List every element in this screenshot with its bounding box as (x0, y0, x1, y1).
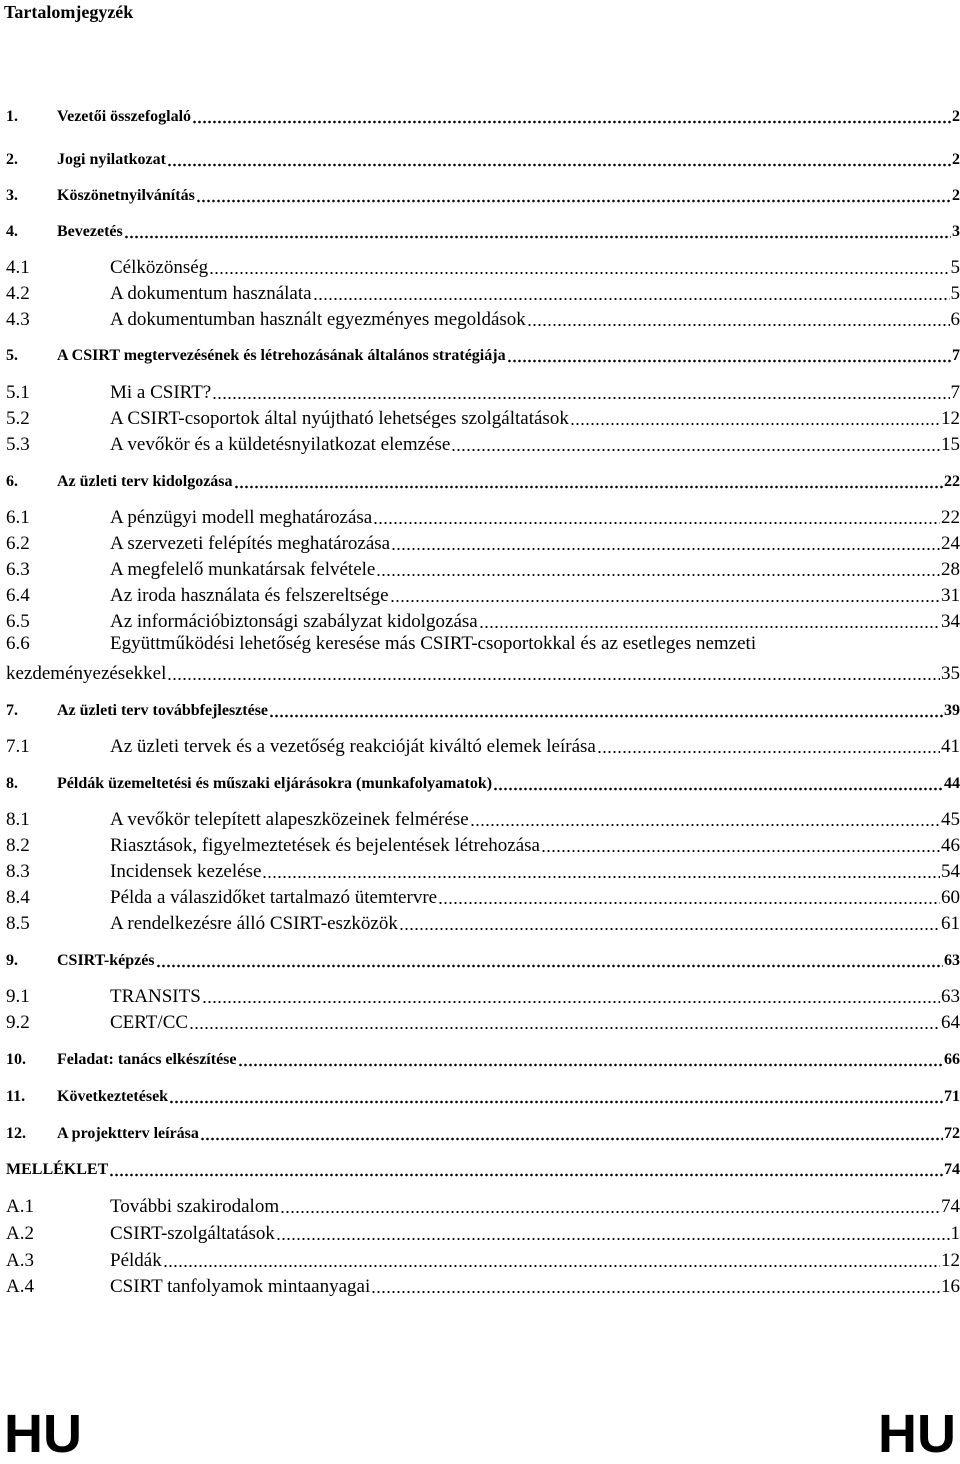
toc-dot-leader (163, 1264, 940, 1268)
toc-dot-leader (209, 271, 949, 275)
toc-entry[interactable] (6, 946, 960, 972)
toc-dot-leader (373, 521, 940, 525)
toc-entry-number: 2. (6, 149, 57, 171)
toc-page-number: 60 (941, 887, 960, 909)
toc-page-number: 7 (951, 382, 960, 404)
toc-entry-number: 3. (6, 185, 57, 207)
toc-entry[interactable] (6, 831, 960, 857)
toc-page-number: 61 (941, 913, 960, 935)
toc-entry-number: 12. (6, 1123, 57, 1145)
toc-entry[interactable] (6, 217, 960, 243)
toc-entry-title: Incidensek kezelése (110, 861, 261, 883)
toc-page-number: 2 (952, 149, 960, 171)
toc-entry-number: 7.1 (6, 736, 110, 758)
toc-entry[interactable] (6, 732, 960, 758)
toc-dot-leader (212, 396, 949, 400)
toc-entry-title: Az üzleti terv kidolgozása (57, 471, 233, 493)
toc-entry-number: 4.2 (6, 283, 110, 305)
toc-entry-title: MELLÉKLET (6, 1159, 108, 1181)
toc-dot-leader (167, 677, 940, 681)
toc-entry-number: 4. (6, 221, 57, 243)
toc-entry-number: 6.3 (6, 559, 110, 581)
toc-entry-title: Vezetői összefoglaló (57, 106, 191, 128)
toc-entry-title: Jogi nyilatkozat (57, 149, 166, 171)
toc-dot-leader (262, 875, 940, 879)
footer-language-left: HU (4, 1404, 82, 1464)
toc-page-number: 63 (944, 950, 960, 972)
toc-entry[interactable] (6, 404, 960, 430)
toc-entry-title: A vevőkör telepített alapeszközeinek felmérése (110, 809, 469, 831)
toc-entry-title: Riasztások, figyelmeztetések és bejelentések létrehozása (110, 835, 540, 857)
toc-dot-leader (200, 1137, 943, 1141)
toc-entry-title: Feladat: tanács elkészítése (57, 1049, 237, 1071)
toc-entry-number: 8.5 (6, 913, 110, 935)
toc-entry-number: 11. (6, 1086, 57, 1108)
toc-page-number: 41 (941, 736, 960, 758)
toc-entry-title: Célközönség (110, 257, 208, 279)
toc-entry-title: A vevőkör és a küldetésnyilatkozat elemzése (110, 434, 450, 456)
toc-dot-leader (280, 1210, 940, 1214)
toc-entry-number: 8.3 (6, 861, 110, 883)
toc-entry-title: A pénzügyi modell meghatározása (110, 507, 372, 529)
toc-entry-number: 5. (6, 345, 57, 367)
toc-entry[interactable] (6, 145, 960, 171)
toc-entry[interactable] (6, 857, 960, 883)
toc-entry-number: A.2 (6, 1223, 110, 1245)
toc-page-number: 2 (952, 106, 960, 128)
toc-entry[interactable] (6, 696, 960, 722)
toc-page-number: 66 (944, 1049, 960, 1071)
toc-entry-number: 6.1 (6, 507, 110, 529)
toc-page-number: 63 (941, 986, 960, 1008)
toc-entry[interactable] (6, 607, 960, 633)
toc-entry[interactable] (6, 503, 960, 529)
toc-entry-number: 10. (6, 1049, 57, 1071)
toc-entry-number: 8.2 (6, 835, 110, 857)
toc-entry-first-line[interactable] (6, 633, 756, 655)
toc-page-number: 22 (944, 471, 960, 493)
toc-entry[interactable] (6, 1219, 960, 1245)
toc-entry-title: Az üzleti terv továbbfejlesztése (57, 700, 268, 722)
toc-dot-leader (376, 573, 940, 577)
toc-entry-title: CSIRT-képzés (57, 950, 155, 972)
toc-page-number: 1 (951, 1223, 960, 1245)
toc-entry-title: kezdeményezésekkel (6, 663, 166, 685)
toc-dot-leader (124, 235, 951, 239)
toc-entry[interactable] (6, 883, 960, 909)
toc-dot-leader (570, 422, 940, 426)
toc-entry-number: 6. (6, 471, 57, 493)
toc-entry-number: 9. (6, 950, 57, 972)
toc-entry[interactable] (6, 1272, 960, 1298)
toc-entry[interactable] (6, 467, 960, 493)
toc-page-number: 28 (941, 559, 960, 581)
toc-dot-leader (156, 964, 943, 968)
page-title: Tartalomjegyzék (4, 2, 133, 23)
toc-entry-title: Példák (110, 1250, 162, 1272)
toc-entry-number: 4.3 (6, 309, 110, 331)
toc-entry-title: Példa a válaszidőket tartalmazó ütemtervre (110, 887, 437, 909)
toc-entry-number: 7. (6, 700, 57, 722)
toc-page-number: 16 (941, 1276, 960, 1298)
toc-dot-leader (391, 547, 940, 551)
toc-entry-title: CSIRT-szolgáltatások (110, 1223, 275, 1245)
toc-entry[interactable] (6, 102, 960, 128)
toc-page-number: 72 (944, 1123, 960, 1145)
toc-entry-number: 1. (6, 106, 57, 128)
toc-entry-title: Az iroda használata és felszereltsége (110, 585, 389, 607)
toc-dot-leader (276, 1237, 950, 1241)
toc-page-number: 71 (944, 1086, 960, 1108)
toc-entry[interactable] (6, 1246, 960, 1272)
toc-page-number: 46 (941, 835, 960, 857)
toc-entry-title: Köszönetnyilvánítás (57, 185, 195, 207)
toc-entry-number: 5.2 (6, 408, 110, 430)
toc-page-number: 44 (944, 773, 960, 795)
toc-page-number: 24 (941, 533, 960, 555)
toc-entry-title: Együttműködési lehetőség keresése más CSIRT-csoportokkal és az esetleges nemzeti (110, 633, 756, 655)
toc-entry-number: 6.4 (6, 585, 110, 607)
toc-page-number: 31 (941, 585, 960, 607)
toc-entry[interactable] (6, 769, 960, 795)
toc-entry[interactable] (6, 279, 960, 305)
toc-page-number: 45 (941, 809, 960, 831)
toc-dot-leader (451, 448, 940, 452)
toc-page-number: 7 (952, 345, 960, 367)
toc-page-number: 74 (941, 1196, 960, 1218)
toc-dot-leader (507, 359, 951, 363)
toc-dot-leader (527, 323, 950, 327)
toc-dot-leader (238, 1063, 943, 1067)
toc-entry-number: 6.5 (6, 611, 110, 633)
toc-dot-leader (169, 1100, 943, 1104)
toc-page-number: 6 (951, 309, 960, 331)
toc-entry-number: 4.1 (6, 257, 110, 279)
toc-dot-leader (189, 1026, 940, 1030)
toc-entry-title: A CSIRT-csoportok által nyújtható lehetséges szolgáltatások (110, 408, 569, 430)
toc-entry-number: 8. (6, 773, 57, 795)
toc-entry[interactable] (6, 659, 960, 685)
toc-entry-title: A dokumentum használata (110, 283, 312, 305)
toc-entry[interactable] (6, 529, 960, 555)
toc-entry[interactable] (6, 909, 960, 935)
toc-entry-title: Következtetések (57, 1086, 168, 1108)
toc-dot-leader (313, 297, 950, 301)
toc-entry[interactable] (6, 253, 960, 279)
toc-dot-leader (202, 1000, 940, 1004)
toc-page-number: 74 (944, 1159, 960, 1181)
toc-entry[interactable] (6, 1008, 960, 1034)
toc-entry-title: A projektterv leírása (57, 1123, 199, 1145)
toc-entry-number: 6.6 (6, 633, 110, 655)
toc-entry[interactable] (6, 181, 960, 207)
toc-entry[interactable] (6, 805, 960, 831)
toc-page-number: 54 (941, 861, 960, 883)
toc-entry-title: TRANSITS (110, 986, 201, 1008)
toc-dot-leader (399, 927, 940, 931)
toc-entry[interactable] (6, 1155, 960, 1181)
toc-entry-number: 6.2 (6, 533, 110, 555)
toc-entry[interactable] (6, 1045, 960, 1071)
toc-entry-title: Az információbiztonsági szabályzat kidolgozása (110, 611, 478, 633)
toc-dot-leader (470, 823, 940, 827)
toc-entry-number: 9.1 (6, 986, 110, 1008)
toc-entry-number: 9.2 (6, 1012, 110, 1034)
toc-page-number: 5 (951, 257, 960, 279)
toc-dot-leader (438, 901, 940, 905)
toc-entry[interactable] (6, 378, 960, 404)
toc-page-number: 3 (952, 221, 960, 243)
toc-page-number: 2 (952, 185, 960, 207)
toc-dot-leader (234, 485, 943, 489)
toc-dot-leader (167, 163, 951, 167)
toc-dot-leader (192, 120, 951, 124)
toc-entry[interactable] (6, 1192, 960, 1218)
toc-page-number: 5 (951, 283, 960, 305)
toc-entry-title: CSIRT tanfolyamok mintaanyagai (110, 1276, 370, 1298)
toc-entry-title: Bevezetés (57, 221, 123, 243)
toc-entry[interactable] (6, 430, 960, 456)
toc-entry-title: További szakirodalom (110, 1196, 279, 1218)
toc-entry-number: 5.1 (6, 382, 110, 404)
toc-page-number: 22 (941, 507, 960, 529)
toc-page-number: 12 (941, 1250, 960, 1272)
toc-entry[interactable] (6, 341, 960, 367)
toc-entry-title: A szervezeti felépítés meghatározása (110, 533, 390, 555)
toc-entry[interactable] (6, 555, 960, 581)
toc-dot-leader (541, 849, 940, 853)
toc-entry[interactable] (6, 305, 960, 331)
toc-entry-number: A.1 (6, 1196, 110, 1218)
toc-entry-title: Az üzleti tervek és a vezetőség reakcióját kiváltó elemek leírása (110, 736, 596, 758)
toc-entry-title: CERT/CC (110, 1012, 188, 1034)
toc-entry-number: A.4 (6, 1276, 110, 1298)
toc-entry[interactable] (6, 1082, 960, 1108)
toc-dot-leader (493, 787, 943, 791)
toc-entry[interactable] (6, 982, 960, 1008)
toc-entry-number: 8.4 (6, 887, 110, 909)
toc-dot-leader (269, 714, 943, 718)
toc-entry-number: 5.3 (6, 434, 110, 456)
toc-page-number: 15 (941, 434, 960, 456)
toc-entry-title: A dokumentumban használt egyezményes megoldások (110, 309, 526, 331)
toc-entry-title: Példák üzemeltetési és műszaki eljárásokra (munkafolyamatok) (57, 773, 492, 795)
toc-dot-leader (390, 599, 940, 603)
toc-entry-number: 8.1 (6, 809, 110, 831)
footer-language-right: HU (878, 1404, 956, 1464)
toc-dot-leader (597, 750, 940, 754)
toc-page-number: 34 (941, 611, 960, 633)
toc-entry[interactable] (6, 1119, 960, 1145)
toc-dot-leader (196, 199, 951, 203)
toc-dot-leader (371, 1290, 940, 1294)
toc-page-number: 35 (941, 663, 960, 685)
toc-page-number: 64 (941, 1012, 960, 1034)
toc-entry-number: A.3 (6, 1250, 110, 1272)
toc-page-number: 39 (944, 700, 960, 722)
toc-entry[interactable] (6, 581, 960, 607)
toc-entry-title: A megfelelő munkatársak felvétele (110, 559, 375, 581)
toc-entry-title: A rendelkezésre álló CSIRT-eszközök (110, 913, 398, 935)
toc-entry-title: A CSIRT megtervezésének és létrehozásának általános stratégiája (57, 345, 506, 367)
toc-dot-leader (109, 1173, 943, 1177)
toc-entry-title: Mi a CSIRT? (110, 382, 211, 404)
toc-dot-leader (479, 625, 940, 629)
toc-page-number: 12 (941, 408, 960, 430)
